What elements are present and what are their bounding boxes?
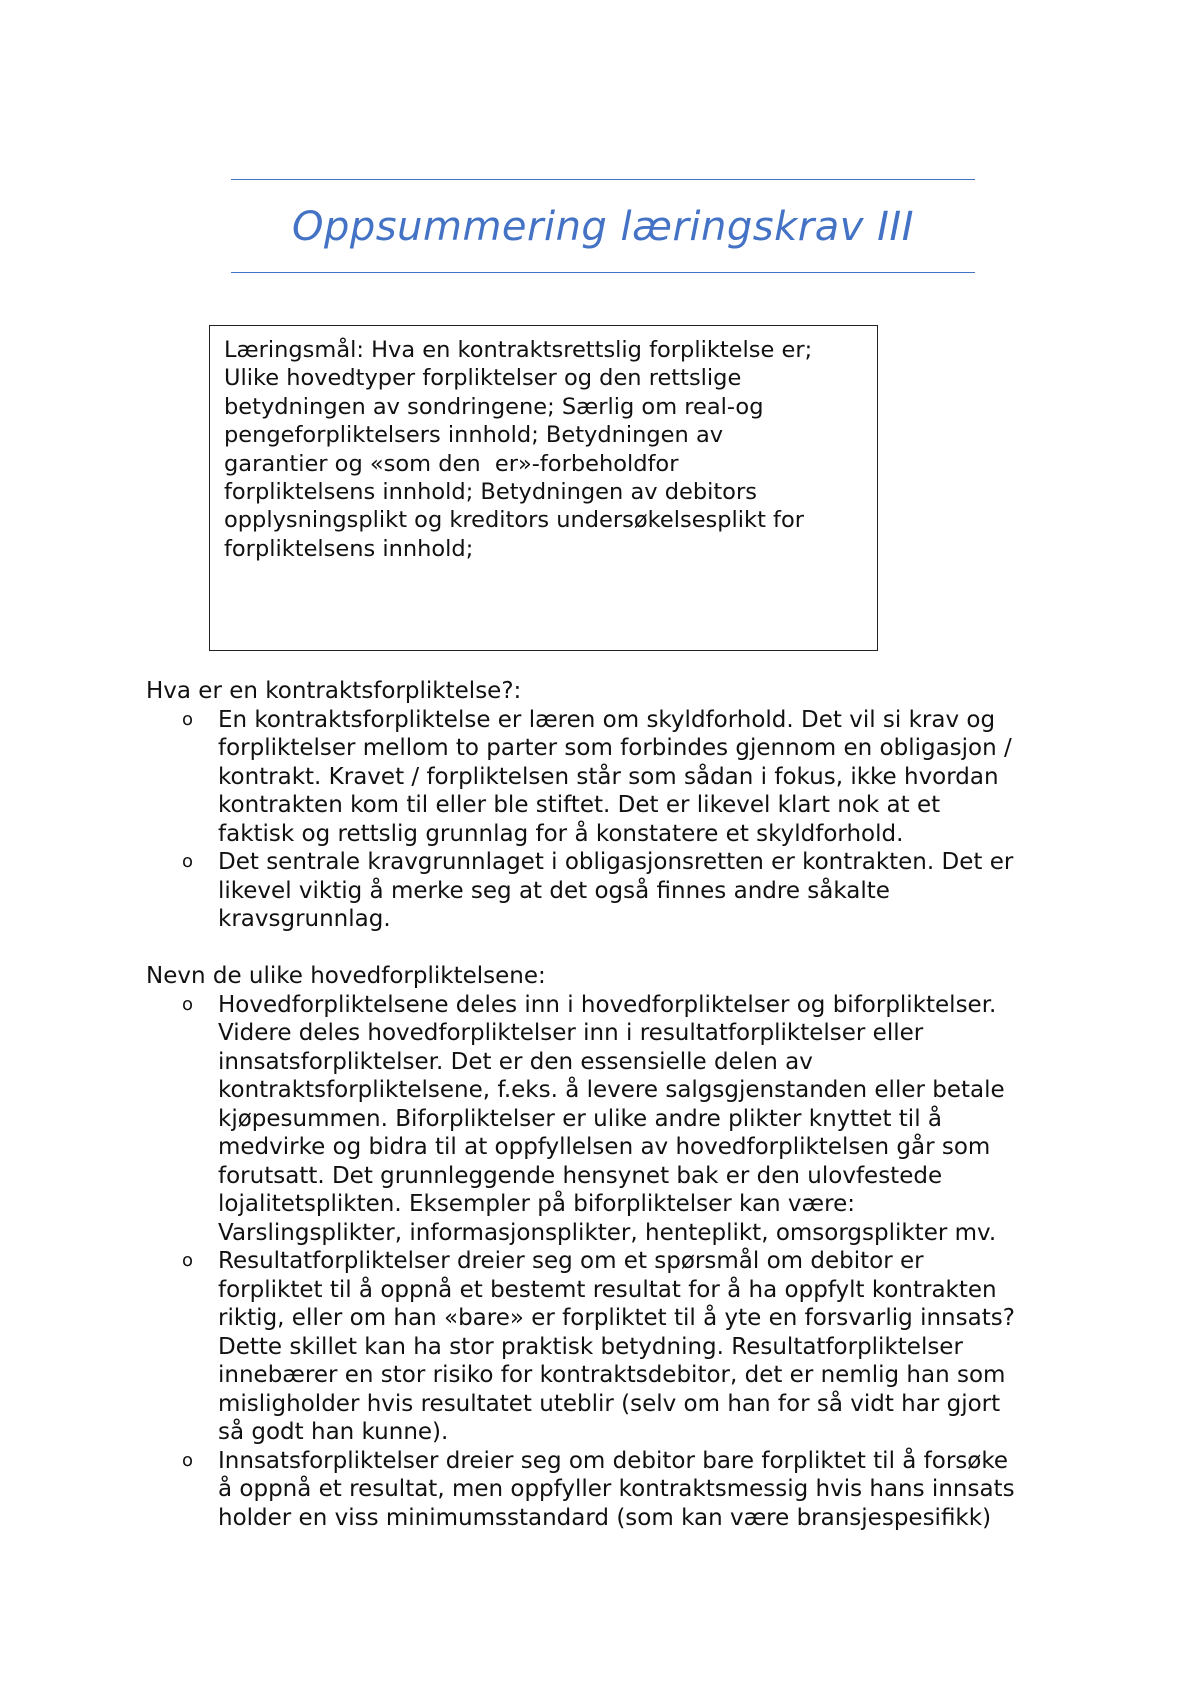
bullet-circle-icon: o [182, 708, 194, 730]
text-line: misligholder hvis resultatet uteblir (selv om han for så vidt har gjort [218, 1390, 1001, 1417]
paragraph-spacer [146, 934, 1086, 963]
text-line: innebærer en stor risiko for kontraktsdebitor, det er nemlig han som [218, 1362, 1006, 1388]
bullet-circle-icon: o [182, 993, 194, 1015]
list-item [146, 1247, 1086, 1447]
text-line: forpliktelser mellom to parter som forbindes gjennom en obligasjon / [218, 735, 1012, 761]
text-line: innsatsforpliktelser. Det er den essensielle delen av [218, 1048, 813, 1075]
list-item [146, 1447, 1086, 1533]
text-line: Hovedforpliktelsene deles inn i hovedforpliktelser og biforpliktelser. [218, 991, 997, 1018]
goal-line: Læringsmål: Hva en kontraktsrettslig forpliktelse er; [224, 337, 813, 363]
learning-goals-box [209, 325, 878, 651]
text-line: kjøpesummen. Biforpliktelser er ulike andre plikter knyttet til å [218, 1105, 942, 1132]
text-line: Det sentrale kravgrunnlaget i obligasjonsretten er kontrakten. Det er [218, 849, 1014, 875]
text-line: kontraktsforpliktelsene, f.eks. å levere salgsgjenstanden eller betale [218, 1077, 1005, 1103]
text-line: Videre deles hovedforpliktelser inn i resultatforpliktelser eller [218, 1020, 924, 1046]
text-line: Innsatsforpliktelser dreier seg om debitor bare forpliktet til å forsøke [218, 1447, 1009, 1474]
text-line: medvirke og bidra til at oppfyllelsen av hovedforpliktelsen går som [218, 1134, 991, 1160]
text-line: så godt han kunne). [218, 1419, 449, 1445]
text-line: Dette skillet kan ha stor praktisk betydning. Resultatforpliktelser [218, 1333, 963, 1360]
list-item [146, 706, 1086, 849]
text-line: kravsgrunnlag. [218, 906, 391, 932]
text-line: forpliktet til å oppnå et bestemt resultat for å ha oppfylt kontrakten [218, 1276, 997, 1303]
goal-line: opplysningsplikt og kreditors undersøkelsesplikt for [224, 507, 804, 534]
text-line: likevel viktig å merke seg at det også finnes andre såkalte [218, 877, 890, 904]
document-body [146, 677, 1086, 1532]
text-line: kontrakten kom til eller ble stiftet. Det er likevel klart nok at et [218, 792, 941, 818]
bullet-circle-icon: o [182, 1250, 194, 1271]
text-line: riktig, eller om han «bare» er forpliktet til å yte en forsvarlig innsats? [218, 1305, 1015, 1331]
text-line: faktisk og rettslig grunnlag for å konstatere et skyldforhold. [218, 820, 904, 847]
list-item [146, 991, 1086, 1248]
text-line: holder en viss minimumsstandard (som kan være bransjespesifikk) [218, 1504, 992, 1531]
list-item [146, 848, 1086, 934]
text-line: forutsatt. Det grunnleggende hensynet bak er den ulovfestede [218, 1162, 943, 1189]
goal-line: forpliktelsens innhold; [224, 535, 474, 562]
bullet-circle-icon: o [182, 851, 194, 872]
section-heading: Hva er en kontraktsforpliktelse?: [146, 678, 522, 704]
text-line: Varslingsplikter, informasjonsplikter, henteplikt, omsorgsplikter mv. [218, 1219, 997, 1246]
text-line: å oppnå et resultat, men oppfyller kontraktsmessig hvis hans innsats [218, 1476, 1015, 1502]
text-line: kontrakt. Kravet / forpliktelsen står som sådan i fokus, ikke hvordan [218, 763, 999, 790]
bullet-circle-icon: o [182, 1449, 194, 1471]
text-line: En kontraktsforpliktelse er læren om skyldforhold. Det vil si krav og [218, 706, 996, 733]
page-title: Oppsummering læringskrav III [292, 204, 914, 250]
title-block [231, 179, 975, 273]
goal-line: Ulike hovedtyper forpliktelser og den rettslige [224, 365, 742, 392]
goal-line: pengeforpliktelsers innhold; Betydningen av [224, 422, 724, 449]
goal-line: forpliktelsens innhold; Betydningen av debitors [224, 479, 757, 506]
section-heading: Nevn de ulike hovedforpliktelsene: [146, 963, 546, 989]
text-line: lojalitetsplikten. Eksempler på biforpliktelser kan være: [218, 1191, 855, 1217]
goal-line: garantier og «som den er»-forbeholdfor [224, 450, 679, 477]
goal-line: betydningen av sondringene; Særlig om real-og [224, 393, 764, 420]
text-line: Resultatforpliktelser dreier seg om et spørsmål om debitor er [218, 1248, 924, 1274]
